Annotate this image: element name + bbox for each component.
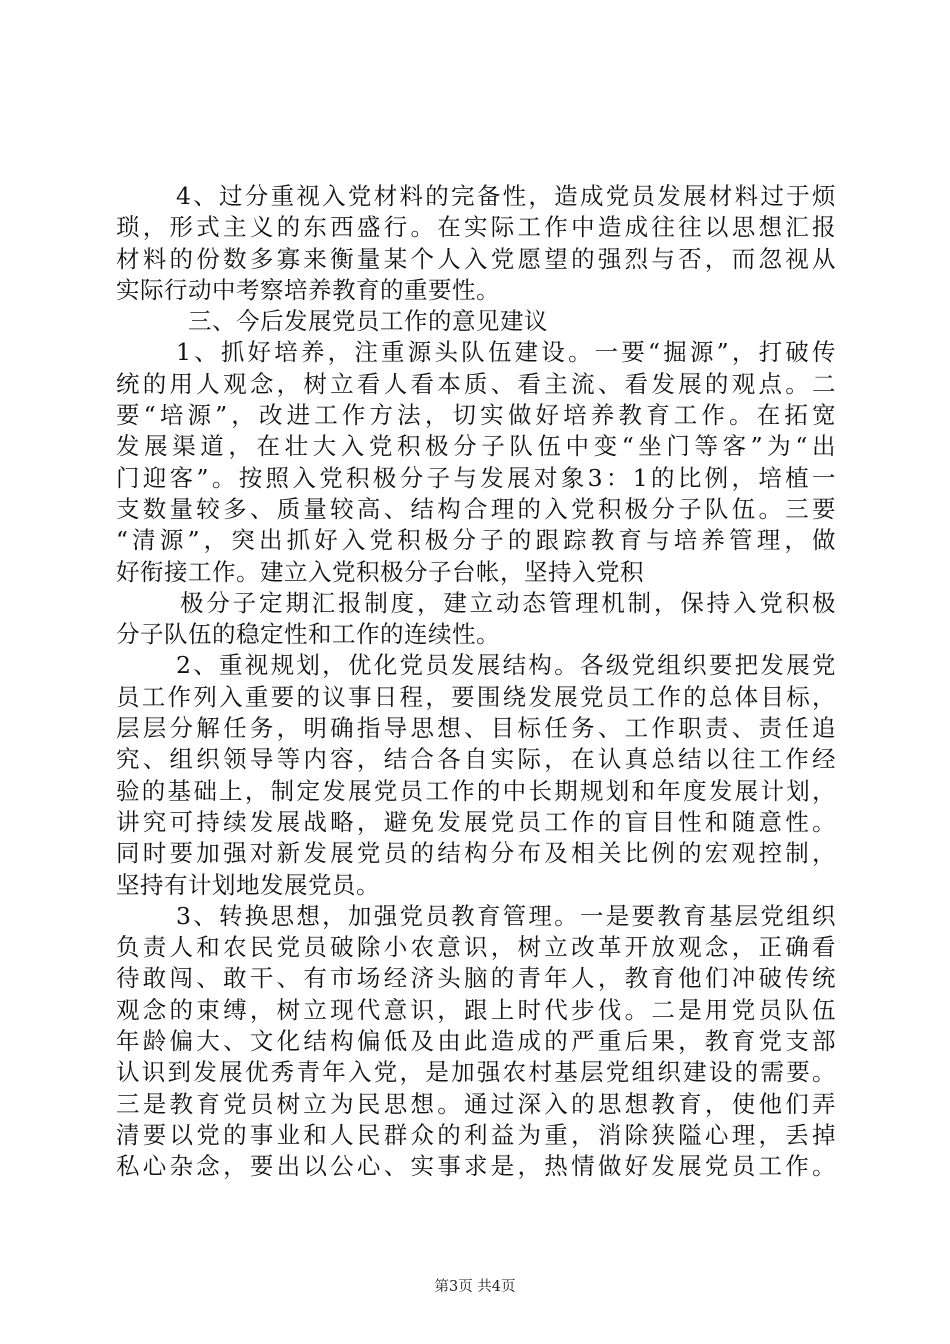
text-line: 三、今后发展党员工作的意见建议 bbox=[188, 307, 548, 336]
page-footer bbox=[0, 1275, 950, 1296]
text-line: 1、抓好培养，注重源头队伍建设。一要“掘源”，打破传 bbox=[176, 338, 836, 367]
text-line: 认识到发展优秀青年入党，是加强农村基层党组织建设的需要。 bbox=[116, 1058, 836, 1087]
text-line: “清源”，突出抓好入党积极分子的跟踪教育与培养管理，做 bbox=[116, 526, 836, 555]
text-line: 材料的份数多寡来衡量某个人入党愿望的强烈与否，而忽视从 bbox=[116, 244, 836, 273]
text-line: 要“培源”，改进工作方法，切实做好培养教育工作。在拓宽 bbox=[116, 401, 836, 430]
text-line: 观念的束缚，树立现代意识，跟上时代步伐。二是用党员队伍 bbox=[116, 995, 836, 1024]
text-line: 清要以党的事业和人民群众的利益为重，消除狭隘心理，丢掉 bbox=[116, 1120, 836, 1149]
text-line: 2、重视规划，优化党员发展结构。各级党组织要把发展党 bbox=[176, 651, 836, 680]
text-line: 年龄偏大、文化结构偏低及由此造成的严重后果，教育党支部 bbox=[116, 1027, 836, 1056]
text-line: 讲究可持续发展战略，避免发展党员工作的盲目性和随意性。 bbox=[116, 807, 836, 836]
text-line: 员工作列入重要的议事日程，要围绕发展党员工作的总体目标， bbox=[116, 682, 836, 711]
text-line: 三是教育党员树立为民思想。通过深入的思想教育，使他们弄 bbox=[116, 1089, 836, 1118]
text-line: 4、过分重视入党材料的完备性，造成党员发展材料过于烦 bbox=[176, 182, 836, 210]
text-line: 发展渠道，在壮大入党积极分子队伍中变“坐门等客”为“出 bbox=[116, 432, 836, 461]
page-number: 第3页 共4页 bbox=[434, 1279, 516, 1295]
text-line: 验的基础上，制定发展党员工作的中长期规划和年度发展计划， bbox=[116, 776, 836, 805]
text-line: 负责人和农民党员破除小农意识，树立改革开放观念，正确看 bbox=[116, 933, 836, 962]
text-line: 极分子定期汇报制度，建立动态管理机制，保持入党积极 bbox=[180, 588, 836, 617]
text-line: 同时要加强对新发展党员的结构分布及相关比例的宏观控制， bbox=[116, 839, 836, 868]
text-line: 分子队伍的稳定性和工作的连续性。 bbox=[116, 620, 500, 649]
text-line: 坚持有计划地发展党员。 bbox=[116, 870, 380, 899]
text-line: 好衔接工作。建立入党积极分子台帐，坚持入党积 bbox=[116, 557, 644, 586]
text-line: 琐，形式主义的东西盛行。在实际工作中造成往往以思想汇报 bbox=[116, 213, 836, 242]
text-line: 支数量较多、质量较高、结构合理的入党积极分子队伍。三要 bbox=[116, 494, 836, 523]
document-body bbox=[116, 181, 836, 1183]
text-line: 层层分解任务，明确指导思想、目标任务、工作职责、责任追 bbox=[116, 714, 836, 743]
text-line: 实际行动中考察培养教育的重要性。 bbox=[116, 275, 500, 304]
text-line: 统的用人观念，树立看人看本质、看主流、看发展的观点。二 bbox=[116, 369, 836, 398]
text-line: 私心杂念，要出以公心、实事求是，热情做好发展党员工作。 bbox=[116, 1152, 836, 1181]
text-line: 门迎客”。按照入党积极分子与发展对象3：1的比例，培植一 bbox=[116, 463, 836, 492]
text-line: 3、转换思想，加强党员教育管理。一是要教育基层党组织 bbox=[176, 901, 836, 930]
text-line: 待敢闯、敢干、有市场经济头脑的青年人，教育他们冲破传统 bbox=[116, 964, 836, 993]
text-line: 究、组织领导等内容，结合各自实际，在认真总结以往工作经 bbox=[116, 745, 836, 774]
